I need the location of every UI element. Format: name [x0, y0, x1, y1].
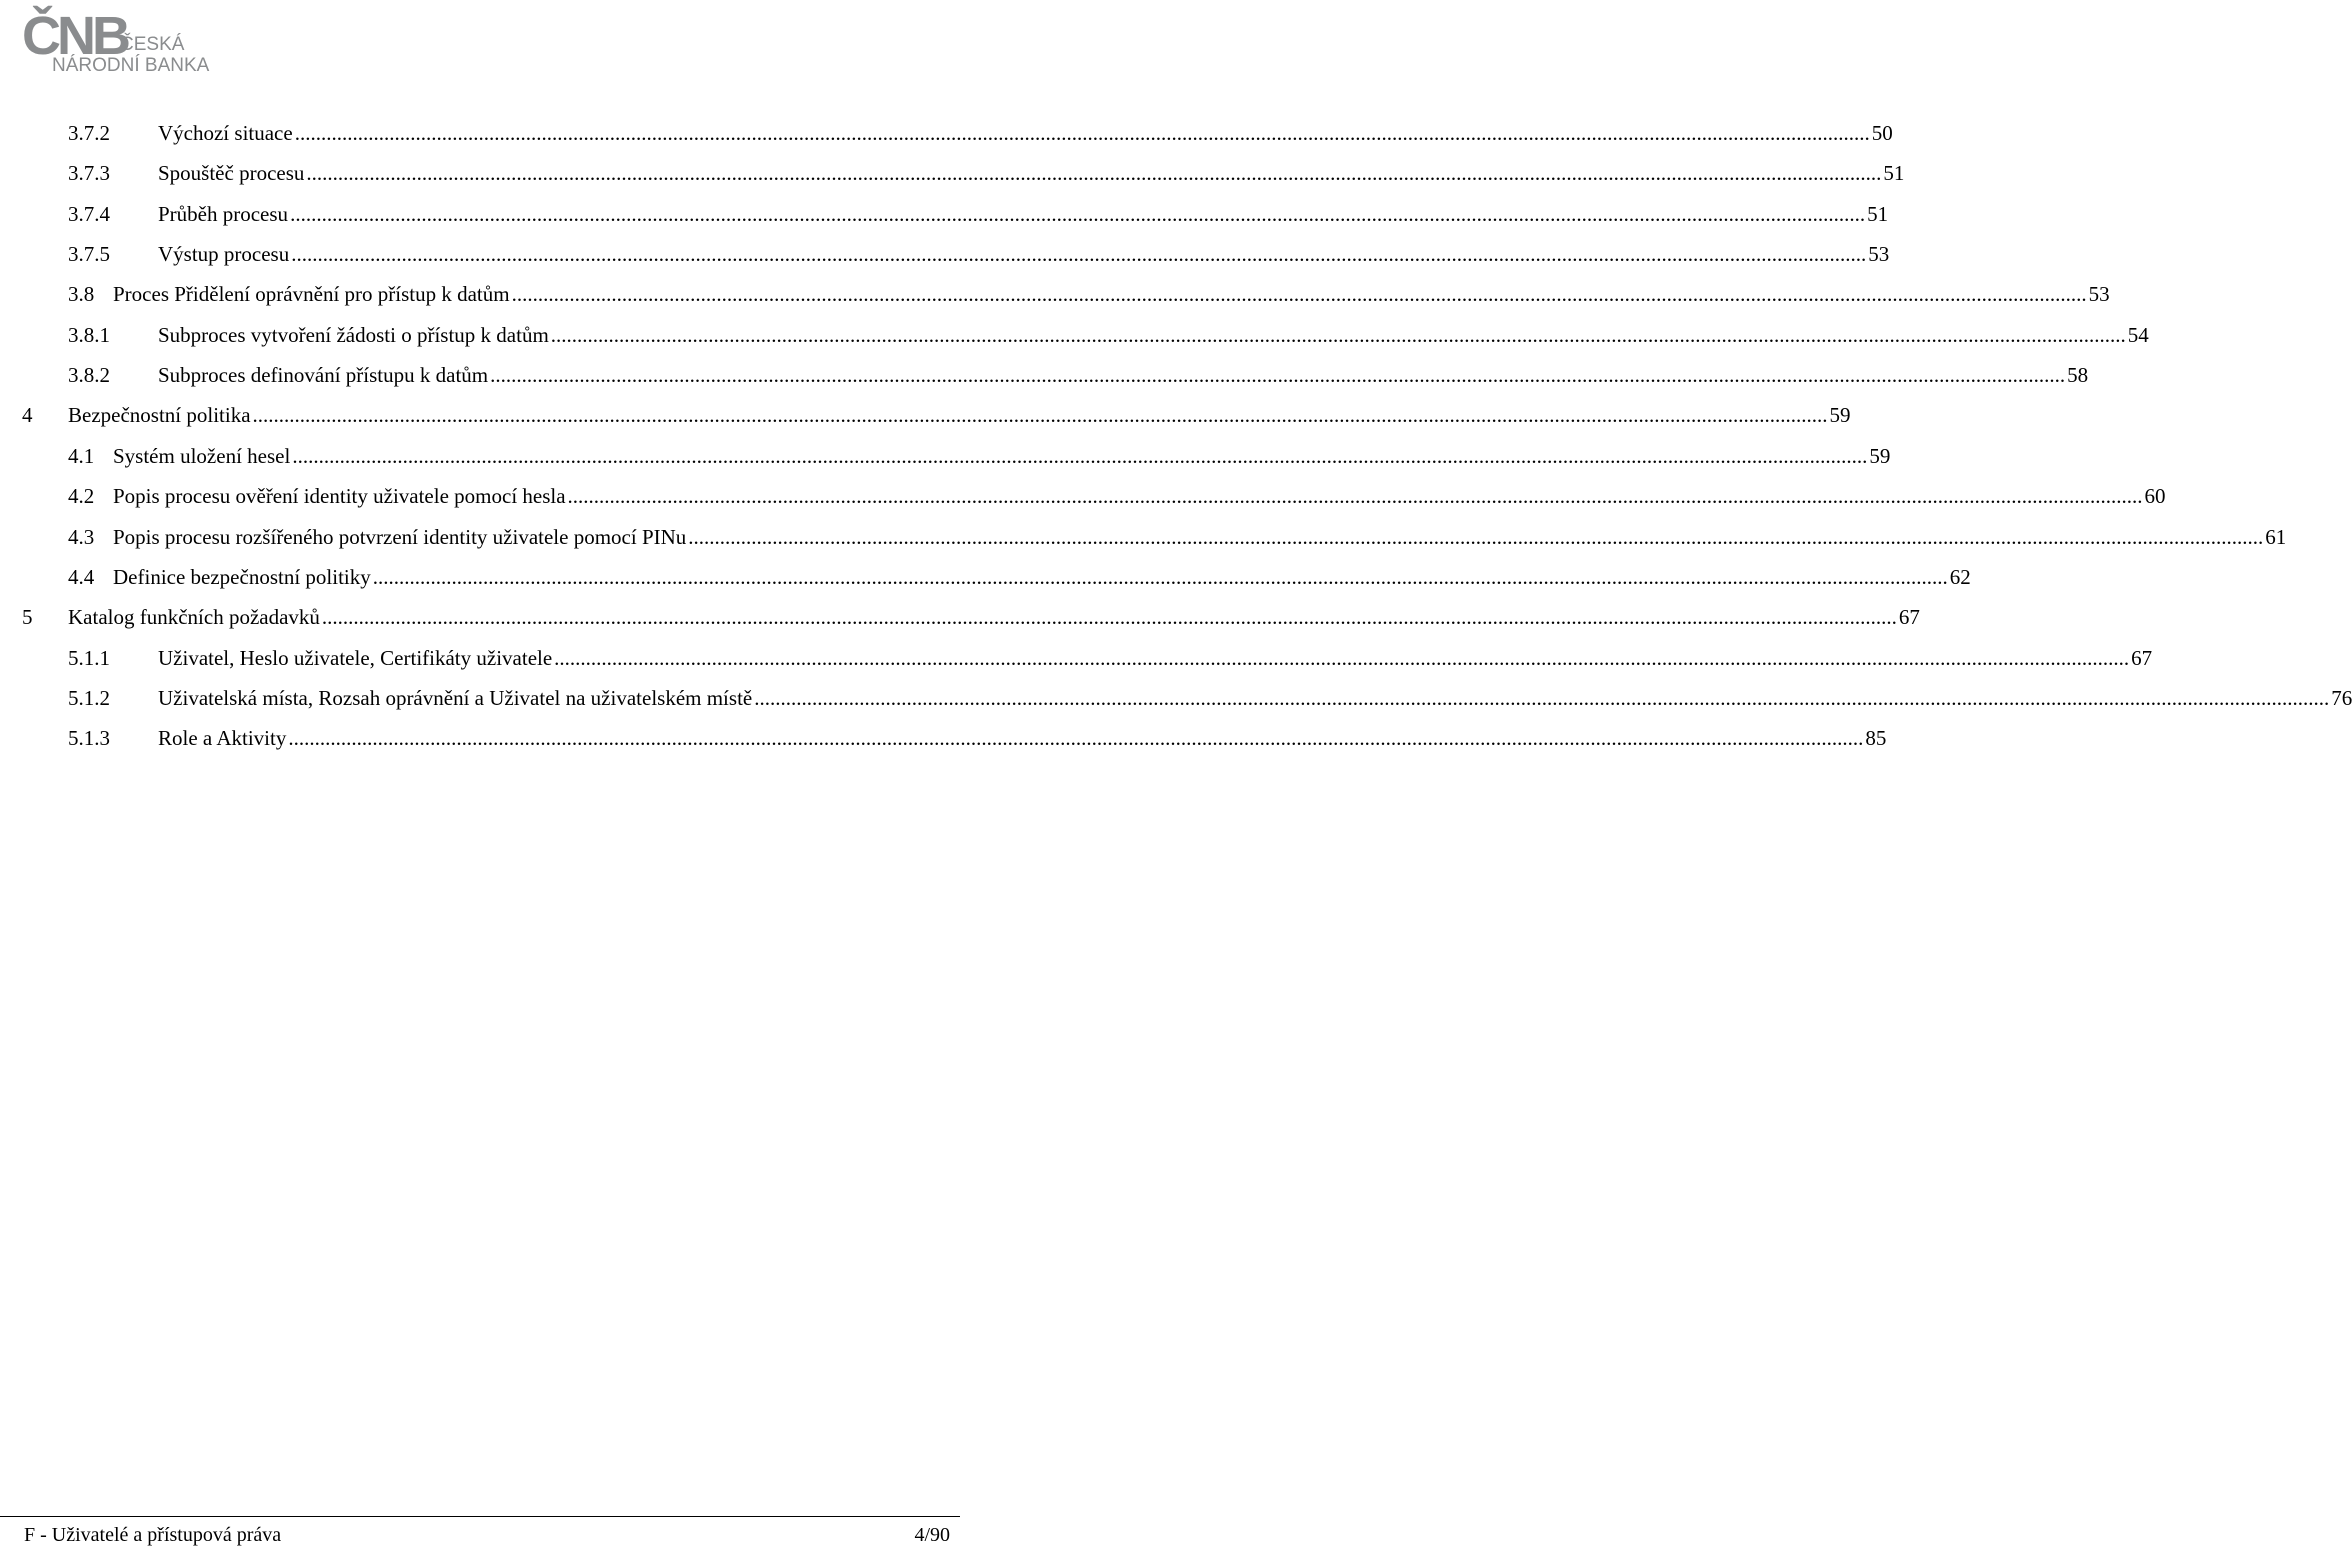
toc-entry[interactable]	[0, 522, 2287, 552]
toc-entry-number: 3.7.3	[68, 161, 110, 186]
toc-entry[interactable]	[0, 158, 1905, 188]
toc-entry-page: 53	[1868, 242, 1890, 267]
toc-entry-page: 54	[2127, 322, 2149, 347]
toc-entry-page: 62	[1949, 564, 1971, 589]
toc-entry-title: Výchozí situace	[158, 121, 293, 145]
toc-dot-leader: ............................................................................................................................................................................................................................................................................................................	[567, 484, 2143, 509]
toc-entry-number: 3.8.1	[68, 322, 110, 347]
toc-entry-page: 59	[1869, 443, 1891, 468]
toc-dot-leader: ............................................................................................................................................................................................................................................................................................................	[291, 242, 1867, 267]
toc-entry-title: Katalog funkčních požadavků	[68, 605, 320, 630]
toc-entry-page: 58	[2067, 363, 2089, 388]
toc-entry-title: Systém uložení hesel	[113, 443, 291, 468]
toc-entry-title: Uživatel, Heslo uživatele, Certifikáty uživatele	[158, 645, 553, 670]
toc-entry-title: Výstup procesu	[158, 242, 290, 267]
toc-entry-page: 61	[2265, 524, 2287, 549]
toc-entry-number: 3.7.5	[68, 242, 110, 267]
toc-dot-leader: ............................................................................................................................................................................................................................................................................................................	[554, 645, 2130, 670]
toc-entry[interactable]	[0, 239, 1890, 269]
toc-entry[interactable]	[0, 723, 1887, 753]
toc-entry[interactable]	[0, 481, 2166, 511]
toc-entry[interactable]	[0, 118, 1893, 148]
toc-dot-leader: ............................................................................................................................................................................................................................................................................................................	[321, 605, 1897, 630]
toc-entry-title: Role a Aktivity	[158, 726, 287, 751]
toc-dot-leader: ............................................................................................................................................................................................................................................................................................................	[288, 726, 1864, 751]
toc-entry-title: Proces Přidělení oprávnění pro přístup k datům	[113, 282, 510, 307]
toc-dot-leader: ............................................................................................................................................................................................................................................................................................................	[688, 524, 2264, 549]
toc-dot-leader: ............................................................................................................................................................................................................................................................................................................	[511, 282, 2087, 307]
toc-entry-page: 85	[1865, 726, 1887, 751]
toc-dot-leader: ............................................................................................................................................................................................................................................................................................................	[306, 161, 1882, 186]
toc-entry-title: Uživatelská místa, Rozsah oprávnění a Uživatel na uživatelském místě	[158, 685, 753, 710]
toc-entry-number: 4.3	[68, 524, 95, 549]
footer-page-number: 4/90	[914, 1524, 950, 1546]
toc-entry-page: 60	[2144, 484, 2166, 509]
footer-document-title: F - Uživatelé a přístupová práva	[24, 1524, 282, 1546]
toc-entry[interactable]	[0, 279, 2110, 309]
toc-entry[interactable]	[0, 441, 1891, 471]
cnb-logo	[22, 4, 232, 74]
toc-dot-leader: ............................................................................................................................................................................................................................................................................................................	[290, 201, 1866, 226]
toc-entry-number: 3.8	[68, 282, 95, 307]
toc-entry-number: 4	[22, 403, 33, 428]
toc-entry[interactable]	[0, 400, 1851, 430]
toc-dot-leader: ............................................................................................................................................................................................................................................................................................................	[550, 322, 2126, 347]
toc-entry-number: 5.1.2	[68, 685, 110, 710]
toc-entry-title: Bezpečnostní politika	[68, 403, 251, 428]
toc-entry-title: Popis procesu rozšířeného potvrzení identity uživatele pomocí PINu	[113, 524, 687, 549]
toc-entry-page: 67	[2131, 645, 2153, 670]
toc-dot-leader: ............................................................................................................................................................................................................................................................................................................	[252, 403, 1828, 428]
toc-dot-leader: ............................................................................................................................................................................................................................................................................................................	[292, 443, 1868, 468]
toc-entry[interactable]	[0, 199, 1889, 229]
logo-line2: NÁRODNÍ BANKA	[52, 55, 210, 76]
toc-entry-title: Subproces vytvoření žádosti o přístup k datům	[158, 322, 549, 347]
toc-entry-title: Definice bezpečnostní politiky	[113, 564, 371, 589]
toc-entry-page: 53	[2088, 282, 2110, 307]
logo-line1: ČESKÁ	[120, 34, 185, 55]
toc-entry-page: 59	[1829, 403, 1851, 428]
toc-entry[interactable]	[0, 643, 2153, 673]
toc-entry-title: Spouštěč procesu	[158, 161, 305, 186]
toc-entry[interactable]	[0, 562, 1971, 592]
toc-entry-number: 4.1	[68, 443, 95, 468]
toc-entry[interactable]	[0, 683, 2352, 713]
logo-mark: ČNB	[22, 6, 127, 66]
toc-dot-leader: ............................................................................................................................................................................................................................................................................................................	[372, 564, 1948, 589]
toc-entry-page: 51	[1883, 161, 1905, 186]
toc-entry-title: Popis procesu ověření identity uživatele pomocí hesla	[113, 484, 566, 509]
toc-entry[interactable]	[0, 320, 2149, 350]
toc-entry-number: 5.1.1	[68, 645, 110, 670]
toc-entry-title: Průběh procesu	[158, 201, 289, 226]
toc-entry-number: 5.1.3	[68, 726, 110, 751]
toc-dot-leader: ............................................................................................................................................................................................................................................................................................................	[490, 363, 2066, 388]
toc-entry-page: 76	[2331, 685, 2352, 710]
toc-entry-number: 4.4	[68, 564, 95, 589]
toc-entry-number: 3.8.2	[68, 363, 110, 388]
toc-entry[interactable]	[0, 602, 1920, 632]
toc-entry-page: 51	[1867, 201, 1889, 226]
toc-entry-number: 3.7.2	[68, 121, 110, 145]
toc-entry-number: 3.7.4	[68, 201, 110, 226]
toc-dot-leader: ............................................................................................................................................................................................................................................................................................................	[294, 121, 1870, 145]
toc-entry-page: 67	[1898, 605, 1920, 630]
toc-entry-page: 50	[1871, 121, 1893, 145]
toc-dot-leader: ............................................................................................................................................................................................................................................................................................................	[754, 685, 2330, 710]
footer-divider	[0, 1516, 960, 1517]
toc-entry-title: Subproces definování přístupu k datům	[158, 363, 489, 388]
toc-entry[interactable]	[0, 360, 2089, 390]
toc-entry-number: 4.2	[68, 484, 95, 509]
toc-entry-number: 5	[22, 605, 33, 630]
